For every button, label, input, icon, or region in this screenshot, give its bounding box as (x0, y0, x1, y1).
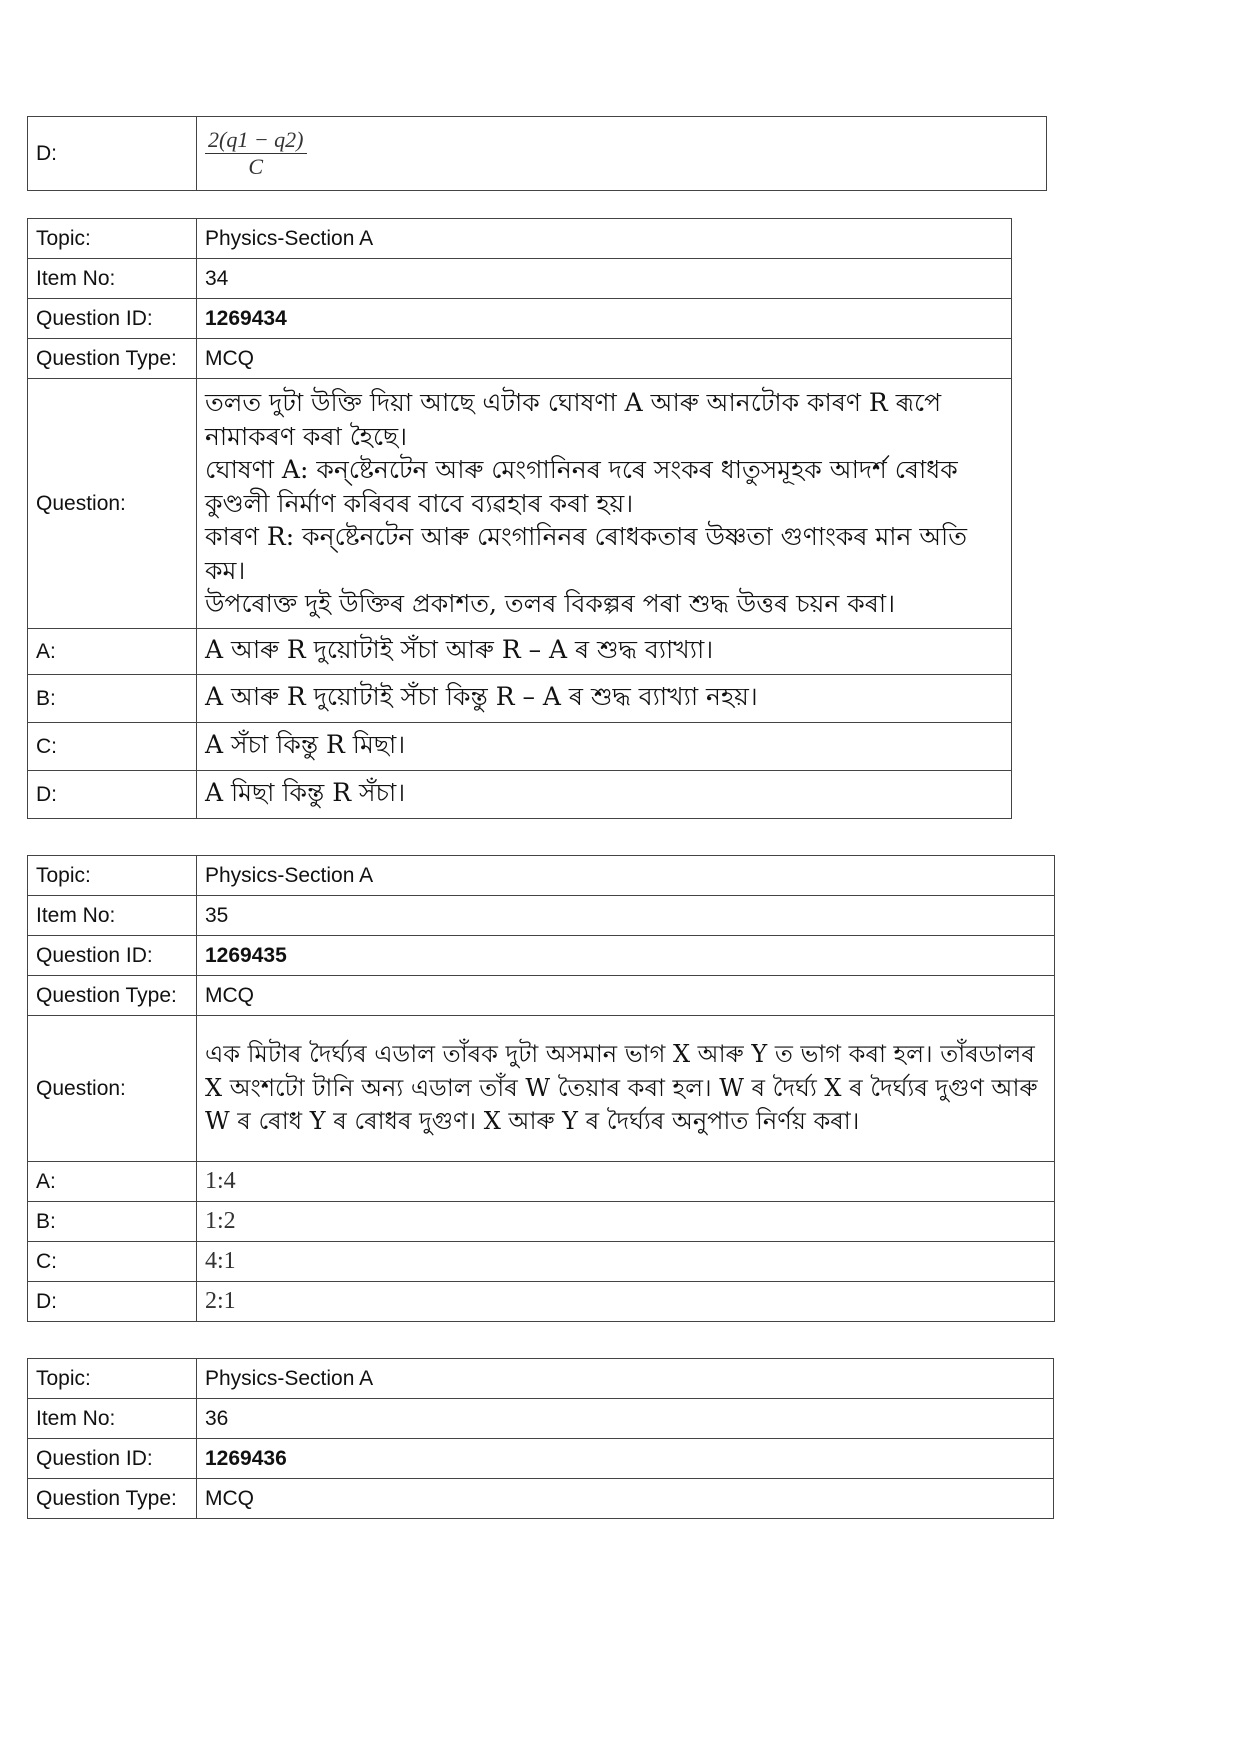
question-35-table (27, 855, 1055, 1322)
question-id-value: 1269434 (197, 299, 1012, 339)
item-no-value: 34 (197, 259, 1012, 299)
topic-row (28, 856, 1055, 896)
option-row-d (28, 117, 1047, 191)
topic-value: Physics-Section A (197, 856, 1055, 896)
option-label: D: (28, 1282, 197, 1322)
question-id-label: Question ID: (28, 936, 197, 976)
option-c-text: A সঁচা কিন্তু R মিছা। (197, 723, 1012, 771)
question-id-row (28, 299, 1012, 339)
option-label: D: (28, 117, 197, 191)
option-a-text: 1:4 (197, 1162, 1055, 1202)
option-row-a (28, 1162, 1055, 1202)
question-label: Question: (28, 379, 197, 629)
question-type-value: MCQ (197, 1479, 1054, 1519)
fraction-numerator: 2(q1 − q2) (205, 127, 307, 154)
topic-label: Topic: (28, 1359, 197, 1399)
question-id-label: Question ID: (28, 1439, 197, 1479)
option-b-text: 1:2 (197, 1202, 1055, 1242)
question-type-row (28, 1479, 1054, 1519)
option-d-text: A মিছা কিন্তু R সঁচা। (197, 771, 1012, 819)
question-label: Question: (28, 1016, 197, 1162)
option-row-b (28, 1202, 1055, 1242)
item-no-value: 35 (197, 896, 1055, 936)
topic-value: Physics-Section A (197, 219, 1012, 259)
fraction-denominator: C (248, 154, 264, 179)
item-no-value: 36 (197, 1399, 1054, 1439)
question-row (28, 379, 1012, 629)
item-no-row (28, 896, 1055, 936)
option-b-text: A আৰু R দুয়োটাই সঁচা কিন্তু R – A ৰ শুদ্ধ ব্যাখ্যা নহয়। (197, 675, 1012, 723)
option-label: B: (28, 1202, 197, 1242)
fragment-table (27, 116, 1047, 191)
question-id-value: 1269436 (197, 1439, 1054, 1479)
option-row-d (28, 1282, 1055, 1322)
question-type-label: Question Type: (28, 976, 197, 1016)
option-c-text: 4:1 (197, 1242, 1055, 1282)
option-row-a (28, 629, 1012, 675)
question-36-table (27, 1358, 1054, 1519)
topic-label: Topic: (28, 856, 197, 896)
option-a-text: A আৰু R দুয়োটাই সঁচা আৰু R – A ৰ শুদ্ধ ব্যাখ্যা। (197, 629, 1012, 675)
topic-row (28, 219, 1012, 259)
option-row-c (28, 1242, 1055, 1282)
question-id-row (28, 936, 1055, 976)
question-type-label: Question Type: (28, 339, 197, 379)
option-row-c (28, 723, 1012, 771)
question-id-row (28, 1439, 1054, 1479)
question-34-table (27, 218, 1012, 819)
topic-row (28, 1359, 1054, 1399)
item-no-row (28, 259, 1012, 299)
option-label: D: (28, 771, 197, 819)
option-label: B: (28, 675, 197, 723)
question-id-label: Question ID: (28, 299, 197, 339)
item-no-label: Item No: (28, 896, 197, 936)
option-row-b (28, 675, 1012, 723)
question-type-row (28, 976, 1055, 1016)
fraction (205, 127, 307, 180)
option-label: A: (28, 1162, 197, 1202)
item-no-label: Item No: (28, 259, 197, 299)
question-type-value: MCQ (197, 339, 1012, 379)
question-row (28, 1016, 1055, 1162)
topic-value: Physics-Section A (197, 1359, 1054, 1399)
question-text: তলত দুটা উক্তি দিয়া আছে এটাক ঘোষণা A আৰু আনটোক কাৰণ R ৰূপে নামাকৰণ কৰা হৈছে। ঘোষণা A: কন্‌ষ্টেনটেন আৰু মেংগানিনৰ দৰে সংকৰ ধাতুসমূহক আদৰ্শ ৰোধক কুণ্ডলী নিৰ্মাণ কৰিবৰ বাবে ব্যৱহাৰ কৰা হয়। কাৰণ R: কন্‌ষ্টেনটেন আৰু মেংগানিনৰ ৰোধকতাৰ উষ্ণতা গুণাংকৰ মান অতি কম। উপৰোক্ত দুই উক্তিৰ প্ৰকাশত, তলৰ বিকল্পৰ পৰা শুদ্ধ উত্তৰ চয়ন কৰা। (197, 379, 1012, 629)
question-type-value: MCQ (197, 976, 1055, 1016)
question-type-label: Question Type: (28, 1479, 197, 1519)
option-d-text: 2:1 (197, 1282, 1055, 1322)
option-label: A: (28, 629, 197, 675)
item-no-row (28, 1399, 1054, 1439)
option-row-d (28, 771, 1012, 819)
topic-label: Topic: (28, 219, 197, 259)
option-label: C: (28, 723, 197, 771)
question-id-value: 1269435 (197, 936, 1055, 976)
question-text: এক মিটাৰ দৈৰ্ঘ্যৰ এডাল তাঁৰক দুটা অসমান ভাগ X আৰু Y ত ভাগ কৰা হল। তাঁৰডালৰ X অংশটো টানি অন্য এডাল তাঁৰ W তৈয়াৰ কৰা হল। W ৰ দৈৰ্ঘ্য X ৰ দৈৰ্ঘ্যৰ দুগুণ আৰু W ৰ ৰোধ Y ৰ ৰোধৰ দুগুণ। X আৰু Y ৰ দৈৰ্ঘ্যৰ অনুপাত নিৰ্ণয় কৰা। (197, 1016, 1055, 1162)
question-type-row (28, 339, 1012, 379)
item-no-label: Item No: (28, 1399, 197, 1439)
option-d-formula (197, 117, 1047, 191)
option-label: C: (28, 1242, 197, 1282)
